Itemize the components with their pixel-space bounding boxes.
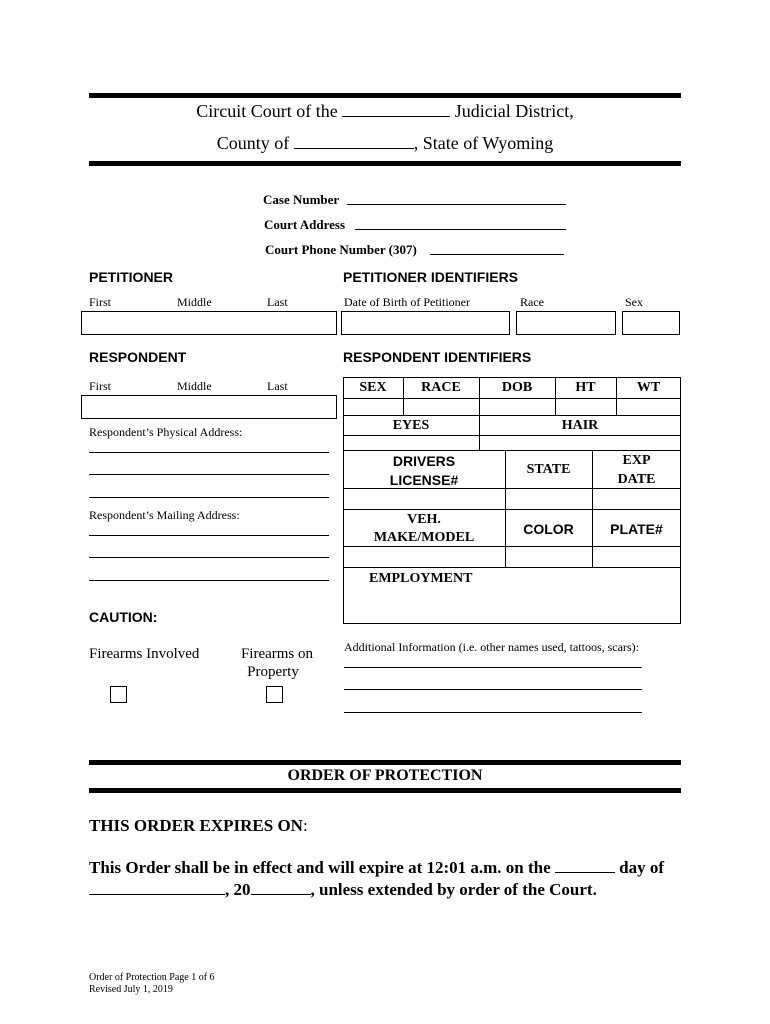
petitioner-title: PETITIONER [89,269,174,285]
resp-employment-header: EMPLOYMENT [369,571,473,586]
resp-color-header: COLOR [523,521,574,537]
table-line [343,415,681,416]
petitioner-last-label: Last [267,295,288,309]
additional-info-line-1[interactable] [344,667,642,668]
petitioner-first-label: First [89,295,112,309]
firearms-involved-label: Firearms Involved [89,646,200,662]
top-rule [89,93,681,98]
table-line [343,509,681,510]
table-line [343,546,681,547]
respondent-name-field[interactable] [81,395,337,419]
resp-wt-header: WT [636,380,661,395]
order-bottom-rule [89,788,681,793]
additional-info-line-3[interactable] [344,712,642,713]
resp-dob-header: DOB [501,380,533,395]
firearms-involved-checkbox[interactable] [110,686,127,703]
petitioner-race-field[interactable] [516,311,616,335]
resp-drivers-header-2: LICENSE# [389,472,459,488]
physical-address-line-1[interactable] [89,452,329,453]
physical-address-line-2[interactable] [89,474,329,475]
firearms-property-checkbox[interactable] [266,686,283,703]
petitioner-race-label: Race [520,295,544,309]
county-line: County of , State of Wyoming [216,133,554,153]
resp-state-header: STATE [526,462,571,477]
petitioner-identifiers-title: PETITIONER IDENTIFIERS [343,269,519,285]
resp-drivers-header-1: DRIVERS [392,453,456,469]
firearms-property-label-2: Property [247,664,299,680]
court-phone-field[interactable] [430,254,564,255]
respondent-last-label: Last [267,379,288,393]
case-number-field[interactable] [347,204,566,205]
header-bottom-rule [89,161,681,166]
resp-veh-header-2: MAKE/MODEL [373,530,475,545]
caution-title: CAUTION: [89,609,158,625]
resp-race-header: RACE [421,380,461,395]
respondent-first-label: First [89,379,112,393]
petitioner-middle-label: Middle [177,295,212,309]
table-line [343,398,681,399]
resp-hair-header: HAIR [561,418,599,433]
respondent-middle-label: Middle [177,379,212,393]
additional-info-label: Additional Information (i.e. other names used, tattoos, scars): [344,640,639,654]
respondent-title: RESPONDENT [89,349,187,365]
resp-sex-header: SEX [359,380,387,395]
footer-page: Order of Protection Page 1 of 6 [89,972,215,983]
expire-day-blank[interactable] [555,856,615,873]
effect-sentence-line-2: , 20 , unless extended by order of the Court. [89,878,597,900]
petitioner-sex-field[interactable] [622,311,680,335]
mailing-address-line-3[interactable] [89,580,329,581]
court-line: Circuit Court of the Judicial District, [196,101,574,121]
footer-revised: Revised July 1, 2019 [89,984,173,995]
county-blank[interactable] [294,132,414,149]
court-phone-label: Court Phone Number (307) [265,242,417,257]
table-line [343,450,681,451]
resp-veh-header-1: VEH. [407,512,441,527]
case-number-label: Case Number [263,192,340,207]
additional-info-line-2[interactable] [344,689,642,690]
table-line [343,488,681,489]
mailing-address-line-2[interactable] [89,557,329,558]
petitioner-dob-field[interactable] [341,311,510,335]
expire-month-blank[interactable] [89,878,225,895]
petitioner-dob-label: Date of Birth of Petitioner [344,295,470,309]
resp-eyes-header: EYES [392,418,430,433]
resp-exp-header-1: EXP [622,453,651,468]
expire-year-blank[interactable] [251,878,311,895]
expires-heading: THIS ORDER EXPIRES ON: [89,816,308,835]
effect-sentence-line-1: This Order shall be in effect and will expire at 12:01 a.m. on the day of [89,858,665,877]
resp-plate-header: PLATE# [610,521,663,537]
order-top-rule [89,760,681,765]
petitioner-name-field[interactable] [81,311,337,335]
resp-ht-header: HT [575,380,596,395]
firearms-property-label-1: Firearms on [240,646,314,662]
mailing-address-label: Respondent’s Mailing Address: [89,508,240,522]
physical-address-label: Respondent’s Physical Address: [89,425,243,439]
respondent-identifiers-title: RESPONDENT IDENTIFIERS [343,349,532,365]
order-title: ORDER OF PROTECTION [287,767,483,784]
petitioner-sex-label: Sex [625,295,643,309]
court-address-label: Court Address [264,217,346,232]
physical-address-line-3[interactable] [89,497,329,498]
table-line [343,567,681,568]
resp-exp-header-2: DATE [617,472,656,487]
court-address-field[interactable] [355,229,566,230]
district-blank[interactable] [342,100,450,117]
table-line [343,435,681,436]
mailing-address-line-1[interactable] [89,535,329,536]
